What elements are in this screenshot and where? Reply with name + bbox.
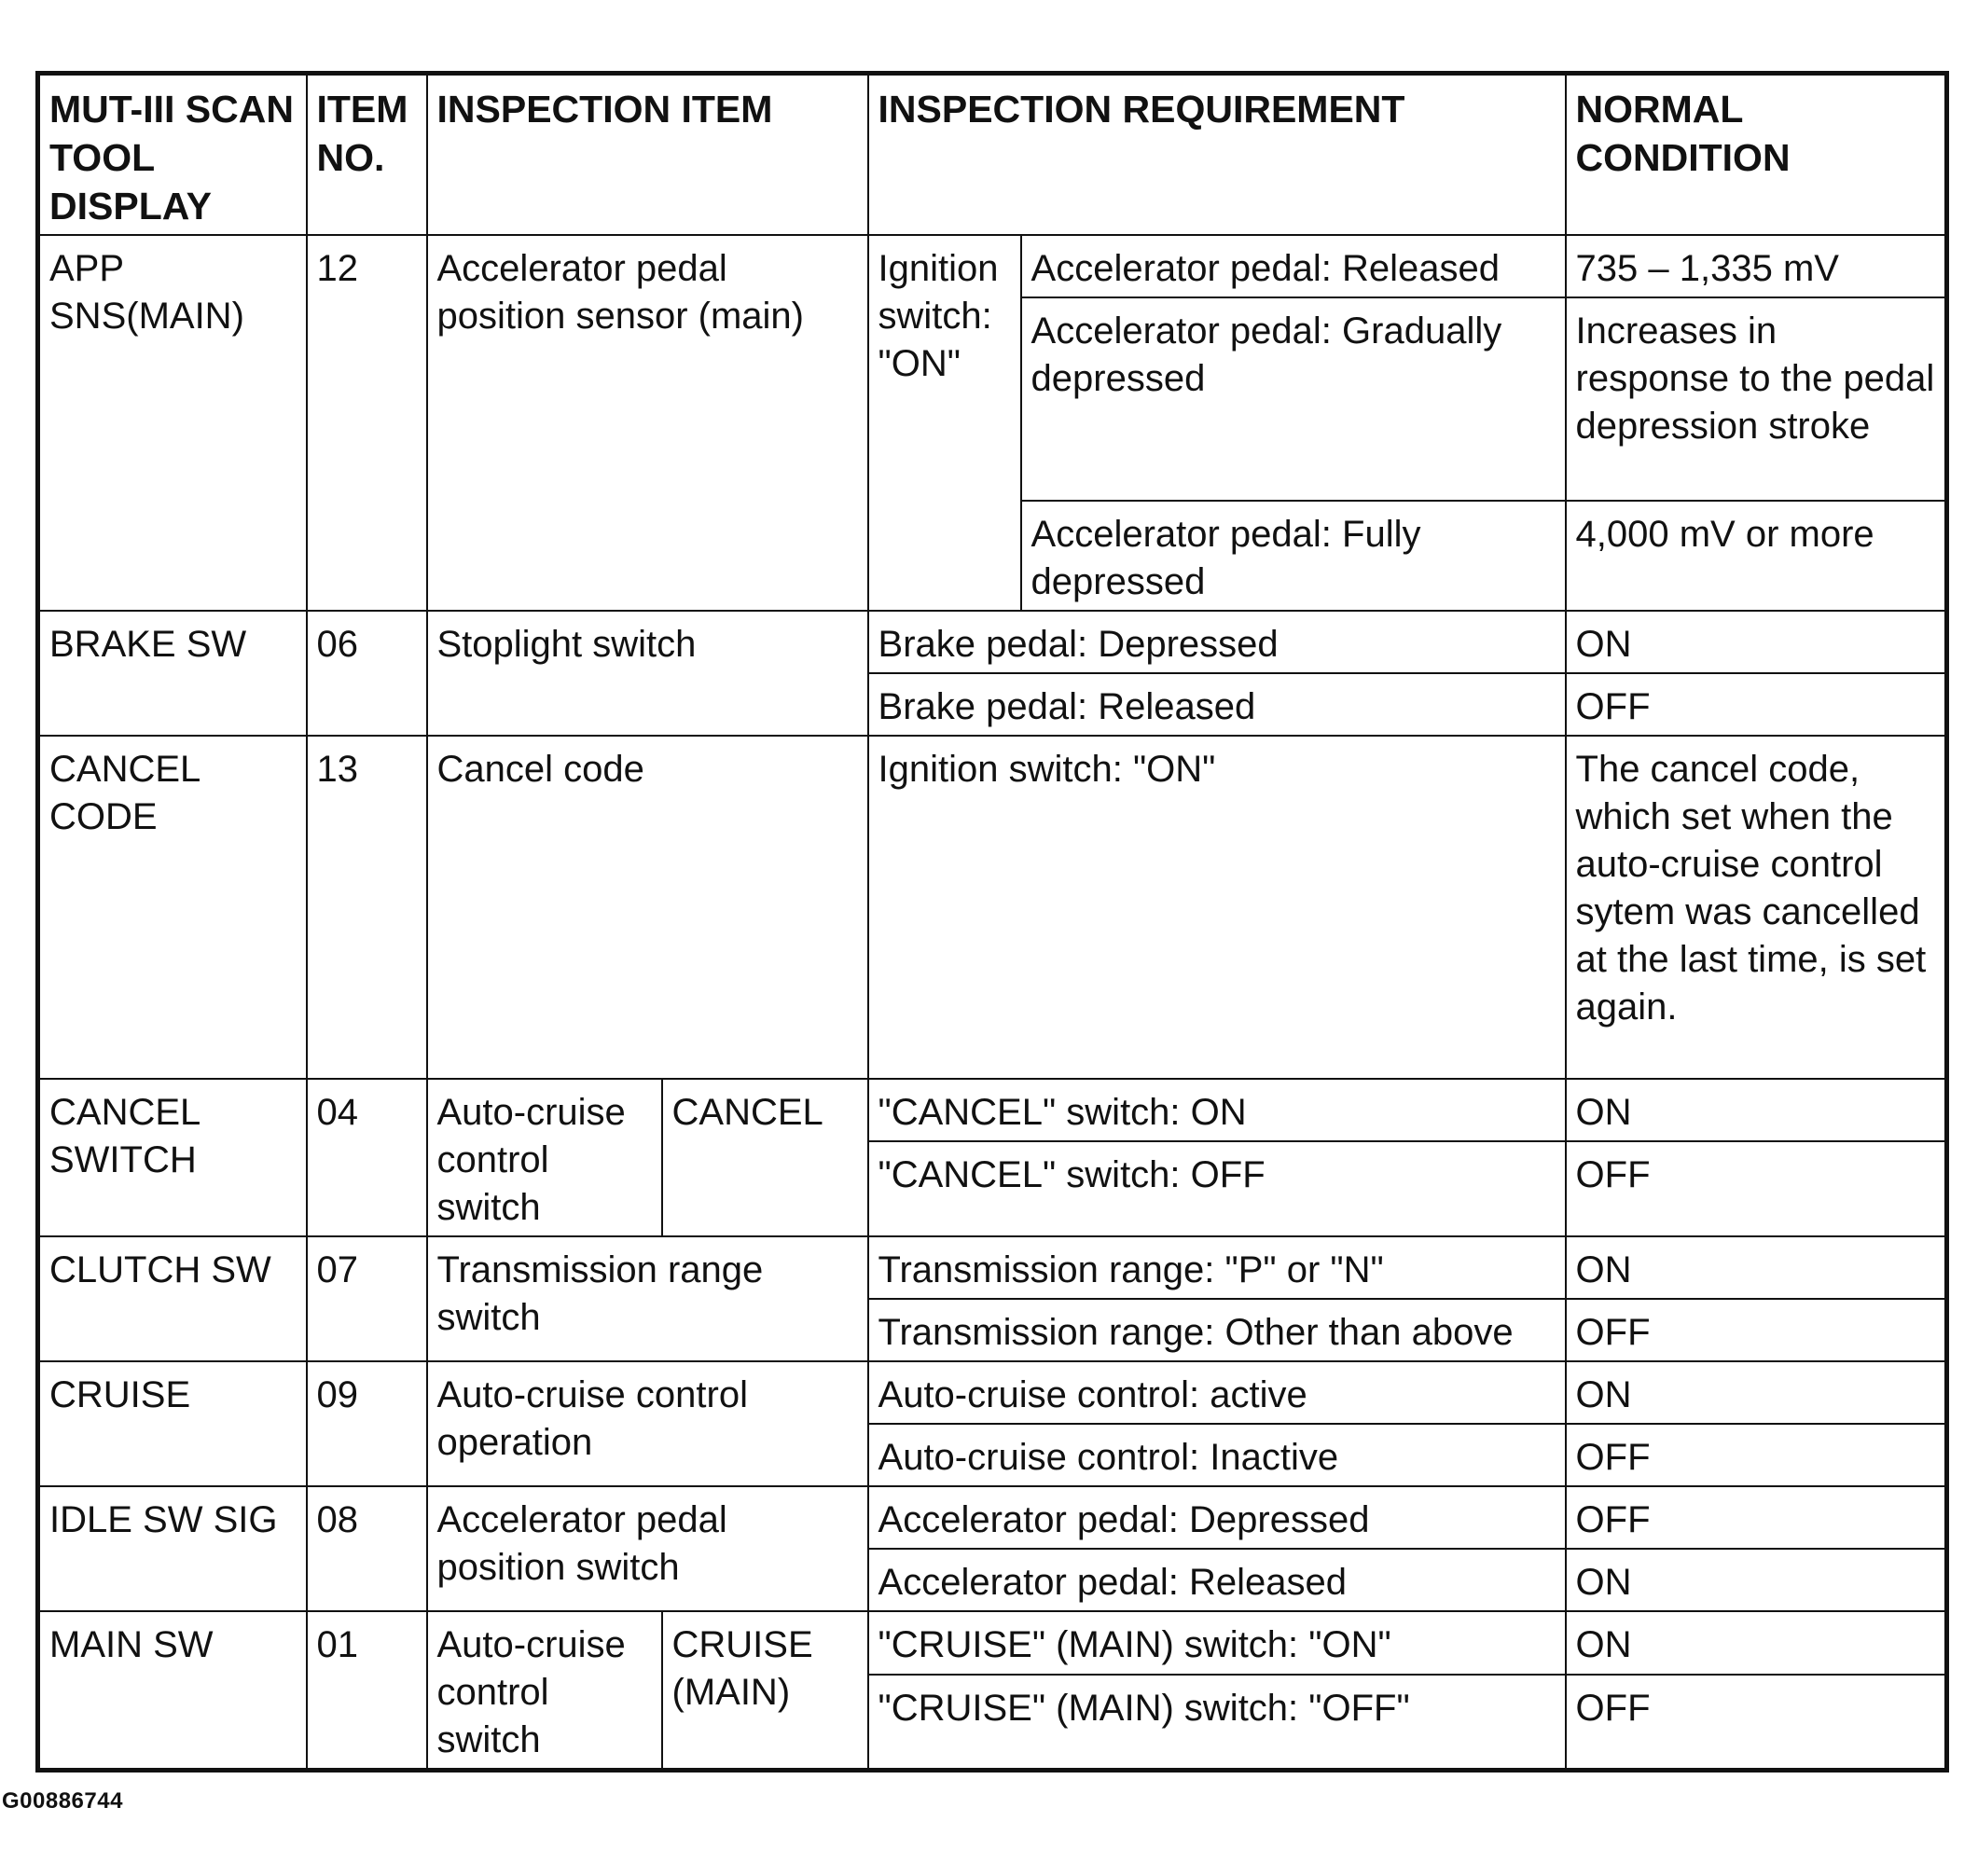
header-inspection-item: INSPECTION ITEM: [427, 74, 868, 236]
display-cell: CRUISE: [38, 1361, 307, 1486]
item-no-cell: 13: [307, 736, 427, 1079]
header-normal-condition: NORMAL CONDITION: [1566, 74, 1947, 236]
requirement-cell: Accelerator pedal: Gradually depressed: [1021, 297, 1566, 501]
item-no-cell: 01: [307, 1611, 427, 1771]
table-row: [38, 1236, 1947, 1299]
requirement-cell: Brake pedal: Released: [868, 673, 1566, 736]
requirement-cell: Brake pedal: Depressed: [868, 611, 1566, 673]
inspection-item-sub-cell: CRUISE (MAIN): [662, 1611, 868, 1771]
inspection-item-cell: Accelerator pedal position switch: [427, 1486, 868, 1611]
display-cell: CANCEL SWITCH: [38, 1079, 307, 1236]
inspection-item-cell: Auto-cruise control operation: [427, 1361, 868, 1486]
requirement-cell: Transmission range: Other than above: [868, 1299, 1566, 1361]
requirement-cell: Accelerator pedal: Fully depressed: [1021, 501, 1566, 611]
normal-condition-cell: ON: [1566, 1611, 1947, 1675]
normal-condition-cell: ON: [1566, 1361, 1947, 1424]
figure-id: G00886744: [2, 1788, 123, 1814]
item-no-cell: 06: [307, 611, 427, 736]
header-item-no: ITEM NO.: [307, 74, 427, 236]
normal-condition-cell: OFF: [1566, 1424, 1947, 1486]
requirement-cell: "CRUISE" (MAIN) switch: "OFF": [868, 1675, 1566, 1771]
display-cell: MAIN SW: [38, 1611, 307, 1771]
normal-condition-cell: 4,000 mV or more: [1566, 501, 1947, 611]
normal-condition-cell: ON: [1566, 1236, 1947, 1299]
requirement-cell: Accelerator pedal: Depressed: [868, 1486, 1566, 1549]
header-inspection-requirement: INSPECTION REQUIREMENT: [868, 74, 1566, 236]
requirement-cell: Accelerator pedal: Released: [1021, 235, 1566, 297]
normal-condition-cell: OFF: [1566, 1141, 1947, 1236]
table-row: [38, 1486, 1947, 1549]
display-cell: CANCEL CODE: [38, 736, 307, 1079]
requirement-cell: Accelerator pedal: Released: [868, 1549, 1566, 1611]
item-no-cell: 08: [307, 1486, 427, 1611]
normal-condition-cell: ON: [1566, 1549, 1947, 1611]
requirement-cell: Auto-cruise control: active: [868, 1361, 1566, 1424]
normal-condition-cell: The cancel code, which set when the auto-cruise control sytem was cancelled at the last time, is set again.: [1566, 736, 1947, 1079]
normal-condition-cell: ON: [1566, 1079, 1947, 1141]
display-cell: APP SNS(MAIN): [38, 235, 307, 611]
inspection-item-cell: Stoplight switch: [427, 611, 868, 736]
table-row: [38, 1079, 1947, 1141]
table-row: [38, 235, 1947, 297]
normal-condition-cell: 735 – 1,335 mV: [1566, 235, 1947, 297]
requirement-cell: Auto-cruise control: Inactive: [868, 1424, 1566, 1486]
requirement-cell: Ignition switch: "ON": [868, 736, 1566, 1079]
item-no-cell: 09: [307, 1361, 427, 1486]
display-cell: BRAKE SW: [38, 611, 307, 736]
inspection-item-cell: Accelerator pedal position sensor (main): [427, 235, 868, 611]
requirement-cell: Transmission range: "P" or "N": [868, 1236, 1566, 1299]
requirement-cell: "CANCEL" switch: ON: [868, 1079, 1566, 1141]
table-row: [38, 1361, 1947, 1424]
item-no-cell: 07: [307, 1236, 427, 1361]
inspection-table: [35, 71, 1949, 1773]
normal-condition-cell: OFF: [1566, 1299, 1947, 1361]
table-row: [38, 611, 1947, 673]
normal-condition-cell: ON: [1566, 611, 1947, 673]
inspection-item-cell: Auto-cruise control switch: [427, 1611, 662, 1771]
inspection-item-cell: Cancel code: [427, 736, 868, 1079]
table-row: [38, 736, 1947, 1079]
normal-condition-cell: OFF: [1566, 673, 1947, 736]
item-no-cell: 12: [307, 235, 427, 611]
condition-cell: Ignition switch: "ON": [868, 235, 1021, 611]
normal-condition-cell: Increases in response to the pedal depression stroke: [1566, 297, 1947, 501]
header-row: [38, 74, 1947, 236]
display-cell: IDLE SW SIG: [38, 1486, 307, 1611]
inspection-item-cell: Transmission range switch: [427, 1236, 868, 1361]
table-row: [38, 1611, 1947, 1675]
normal-condition-cell: OFF: [1566, 1486, 1947, 1549]
requirement-cell: "CRUISE" (MAIN) switch: "ON": [868, 1611, 1566, 1675]
display-cell: CLUTCH SW: [38, 1236, 307, 1361]
header-display: MUT-III SCAN TOOL DISPLAY: [38, 74, 307, 236]
inspection-item-sub-cell: CANCEL: [662, 1079, 868, 1236]
item-no-cell: 04: [307, 1079, 427, 1236]
requirement-cell: "CANCEL" switch: OFF: [868, 1141, 1566, 1236]
normal-condition-cell: OFF: [1566, 1675, 1947, 1771]
inspection-item-cell: Auto-cruise control switch: [427, 1079, 662, 1236]
